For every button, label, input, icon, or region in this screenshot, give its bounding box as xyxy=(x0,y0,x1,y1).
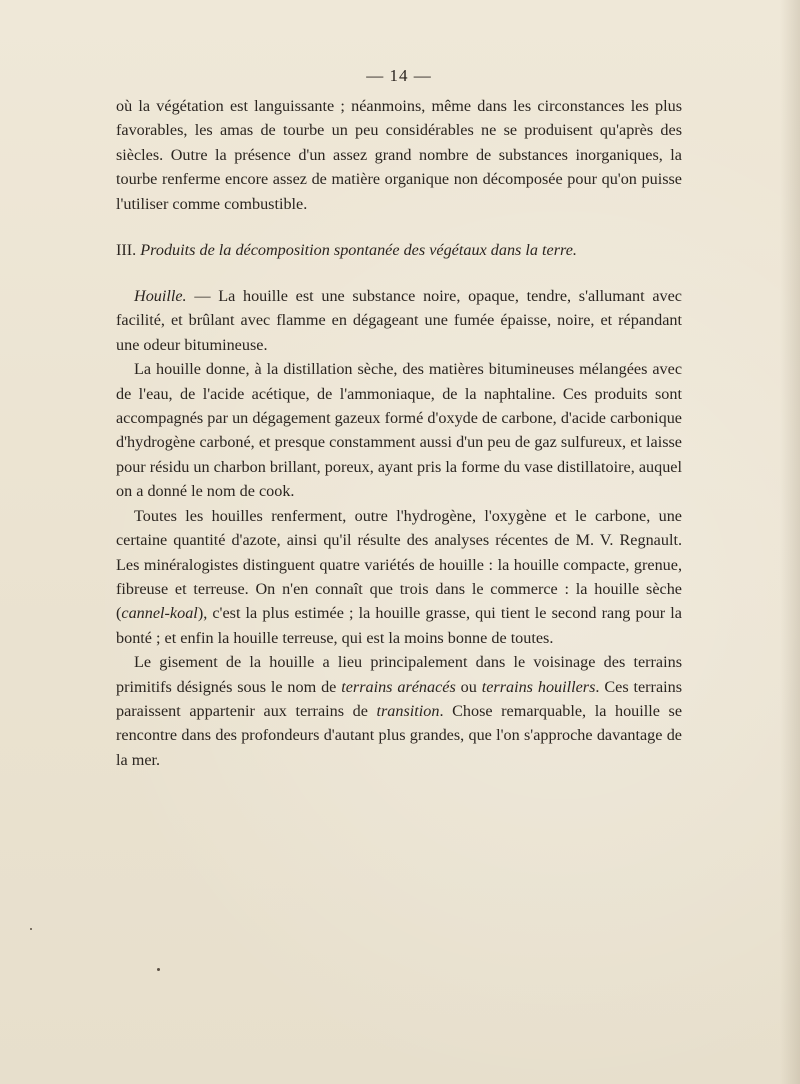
paragraph-gisement xyxy=(116,650,682,772)
term-terrains-houillers: terrains houillers xyxy=(481,677,596,696)
term-transition: transition xyxy=(376,701,440,720)
gisement-text-d: . Chose remarquable, la houille se rencontre dans des profondeurs d'autant plus grandes, que l'on s'approche davantage de la mer. xyxy=(116,701,683,769)
paper-speck xyxy=(30,928,32,930)
page-content xyxy=(116,66,682,772)
page-edge-shadow xyxy=(780,0,800,1084)
page-number: — 14 — xyxy=(366,66,432,85)
paragraph-varietes xyxy=(116,504,682,650)
gisement-text-c: . Ces terrains paraissent appartenir aux terrains de xyxy=(116,677,683,720)
paragraph-houille-text: — La houille est une substance noire, opaque, tendre, s'allumant avec facilité, et brûlant avec flamme en dégageant une fumée épaisse, noire, et répandant une odeur bitumineuse. xyxy=(116,287,682,354)
section-title: Produits de la décomposition spontanée des végétaux dans la terre. xyxy=(140,241,577,260)
varietes-text-a: Toutes les houilles renferment, outre l'hydrogène, l'oxygène et le carbone, une certaine quantité d'azote, ainsi qu'il résulte des analyses récentes de M. V. Regnault. Les minéralogistes distinguent quatre variétés de houille : la houille compacte, grenue, fibreuse et terreuse. On n'en connaît que trois dans le commerce : la houille sèche ( xyxy=(116,506,682,623)
term-terrains-arenaces: terrains arénacés xyxy=(341,677,456,696)
section-heading xyxy=(116,238,682,262)
gisement-text-a: Le gisement de la houille a lieu principalement dans le voisinage des terrains primitifs désignés sous le nom de xyxy=(116,653,682,696)
paragraph-distillation: La houille donne, à la distillation sèche, des matières bitumineuses mélangées avec de l'eau, de l'acide acétique, de l'ammoniaque, de la naphtaline. Ces produits sont accompagnés par un dégagement gazeux formé d'oxyde de carbone, d'acide carbonique d'hydrogène carboné, et presque constamment aussi d'un peu de gaz sulfureux, et laisse pour résidu un charbon brillant, poreux, ayant pris la forme du vase distillatoire, auquel on a donné le nom de cook. xyxy=(116,360,682,501)
paper-speck xyxy=(157,968,160,971)
term-cannel-koal: cannel-koal xyxy=(121,604,198,623)
term-houille: Houille. xyxy=(134,287,187,306)
paragraph-tourbe: où la végétation est languissante ; néanmoins, même dans les circonstances les plus favorables, les amas de tourbe un peu considérables ne se produisent qu'après des siècles. Outre la présence d'un assez grand nombre de substances inorganiques, la tourbe renferme encore assez de matière organique non décomposée pour qu'on puisse l'utiliser comme combustible. xyxy=(116,97,682,213)
paragraph-houille-definition xyxy=(116,284,682,357)
gisement-text-b: ou xyxy=(455,677,482,696)
varietes-text-b: ), c'est la plus estimée ; la houille grasse, qui tient le second rang pour la bonté ; et enfin la houille terreuse, qui est la moins bonne de toutes. xyxy=(116,604,682,647)
section-number: III. xyxy=(116,241,137,260)
